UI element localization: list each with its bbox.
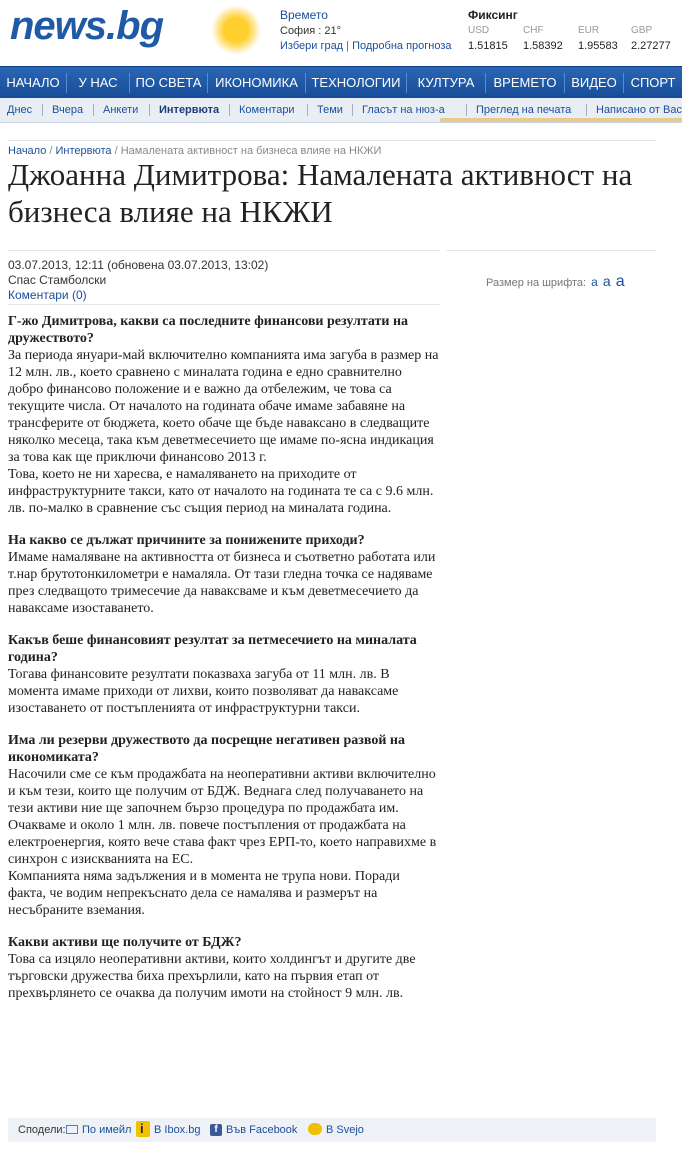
article-date: 03.07.2013, 12:11 (обновена 03.07.2013, 13:02) xyxy=(8,258,269,272)
share-bar xyxy=(8,1118,656,1142)
weather-widget xyxy=(280,8,452,54)
breadcrumb xyxy=(8,140,656,157)
svejo-icon xyxy=(308,1123,322,1135)
share-facebook-link[interactable]: f Във Facebook xyxy=(210,1118,297,1142)
subnav-separator xyxy=(307,104,308,116)
share-svejo-link[interactable]: В Svejo xyxy=(308,1118,364,1142)
answer-paragraph: Компанията няма задължения и в момента не трупа нови. Поради факта, че водим непрекъснато дела се намалява и размерът на несъбраните вземания. xyxy=(8,869,400,918)
breadcrumb-home[interactable]: Начало xyxy=(8,145,47,157)
weather-links-separator: | xyxy=(346,40,350,52)
nav-video[interactable]: ВИДЕО xyxy=(571,75,617,90)
subnav-separator xyxy=(93,104,94,116)
nav-economy[interactable]: ИКОНОМИКА xyxy=(215,75,298,90)
share-ibox-link[interactable]: i В Ibox.bg xyxy=(136,1118,200,1142)
breadcrumb-separator: / xyxy=(114,145,118,157)
nav-weather[interactable]: ВРЕМЕТО xyxy=(493,75,557,90)
comments-link[interactable]: Коментари (0) xyxy=(8,288,87,302)
subnav-separator xyxy=(229,104,230,116)
facebook-icon: f xyxy=(210,1124,222,1136)
nav-bulgaria[interactable]: У НАС xyxy=(78,75,118,90)
nav-sport[interactable]: СПОРТ xyxy=(630,75,676,90)
question: Г-жо Димитрова, какви са последните финансови резултати на дружеството? xyxy=(8,314,409,346)
weather-title[interactable]: Времето xyxy=(280,8,328,22)
subnav-interviews[interactable]: Интервюта xyxy=(159,104,220,116)
weather-links xyxy=(280,39,452,54)
subnav-separator xyxy=(466,104,467,116)
qa-block xyxy=(8,532,440,617)
currency-gbp: GBP 2.27277 xyxy=(631,25,671,52)
subnav-today[interactable]: Днес xyxy=(7,104,33,116)
subnav-comments[interactable]: Коментари xyxy=(239,104,295,116)
ibox-icon xyxy=(136,1121,150,1137)
currency-eur: EUR 1.95583 xyxy=(578,25,618,52)
choose-city-link[interactable]: Избери град xyxy=(280,40,344,52)
font-size-label: Размер на шрифта: xyxy=(486,277,587,289)
subnav-polls[interactable]: Анкети xyxy=(103,104,139,116)
nav-technology[interactable]: ТЕХНОЛОГИИ xyxy=(311,75,401,90)
subnav-accent-strip xyxy=(440,118,682,122)
answer-paragraph: За периода януари-май включително компанията има загуба в размер на 12 млн. лв., което сравнено с миналата година е едно сравнително добро финансово положение и е важно да отбележим, че това са текущите числа. От началото на годината обаче имаме забавяне на трансферите от бюджета, което обаче ще бъде наваксано в следващите няколко месеца, така към деветмесечието ще имаме по-ясна индикация за това как ще приключи финансово 2013 г. xyxy=(8,348,439,465)
qa-block xyxy=(8,632,440,717)
question: Какъв беше финансовият резултат за петмесечието на миналата година? xyxy=(8,633,417,665)
breadcrumb-section[interactable]: Интервюта xyxy=(55,145,112,157)
qa-block xyxy=(8,732,440,919)
question: Има ли резерви дружеството да посрещне негативен развой на икономиката? xyxy=(8,733,405,765)
article-body xyxy=(8,304,440,1017)
nav-home[interactable]: НАЧАЛО xyxy=(6,75,60,90)
currency-usd: USD 1.51815 xyxy=(468,25,508,52)
article-meta xyxy=(8,250,440,303)
detailed-forecast-link[interactable]: Подробна прогноза xyxy=(352,40,452,52)
sun-weather-icon xyxy=(210,4,262,56)
subnav-topics[interactable]: Теми xyxy=(317,104,343,116)
answer-paragraph: Тогава финансовите резултати показваха загуба от 11 млн. лв. В момента имаме приходи от лихви, които позволяват да наваксаме изоставането от постъпленията от инфраструктурни такси. xyxy=(8,667,399,716)
sub-navigation xyxy=(0,98,682,123)
question: Какви активи ще получите от БДЖ? xyxy=(8,935,242,950)
font-size-control xyxy=(446,250,656,305)
article-title: Джоанна Димитрова: Намалената активност на бизнеса влияе на НКЖИ xyxy=(8,157,633,229)
share-label: Сподели: xyxy=(18,1124,66,1136)
nav-world[interactable]: ПО СВЕТА xyxy=(135,75,202,90)
subnav-separator xyxy=(149,104,150,116)
qa-block xyxy=(8,934,440,1002)
answer-paragraph: Това са изцяло неоперативни активи, които холдингът и другите две търговски дружества биха прехърлили, като на първия етап от прехвърлянето се очаква да получим имоти на стойност 9 млн. лв. xyxy=(8,952,416,1001)
weather-city: София : 21° xyxy=(280,25,342,37)
subnav-written-by-you[interactable]: Написано от Вас xyxy=(596,104,682,116)
subnav-separator xyxy=(352,104,353,116)
answer-paragraph: Насочили сме се към продажбата на неоперативни активи включително и към тези, които ще получим от БДЖ. Веднага след получаването на тези активи ние ще започнем бързо процедура по продажбата им. Очакваме и около 1 млн. лв. повече постъпления от продажбата на електроенергия, която вече става факт чрез ЕРП-то, което направихме в синхрон с изискванията на ЕС. xyxy=(8,767,437,867)
breadcrumb-current: Намалената активност на бизнеса влияе на НКЖИ xyxy=(120,145,382,157)
nav-culture[interactable]: КУЛТУРА xyxy=(417,75,475,90)
article-author: Спас Стамболски xyxy=(8,273,107,287)
fixing-title: Фиксинг xyxy=(468,8,518,22)
breadcrumb-separator: / xyxy=(49,145,53,157)
main-navigation xyxy=(0,66,682,99)
currency-fixing xyxy=(468,8,680,58)
font-size-large-button[interactable]: a xyxy=(615,273,625,290)
font-size-medium-button[interactable]: a xyxy=(602,273,611,289)
site-header xyxy=(0,0,682,66)
currency-chf: CHF 1.58392 xyxy=(523,25,563,52)
font-size-small-button[interactable]: a xyxy=(591,275,598,289)
question: На какво се дължат причините за понижените приходи? xyxy=(8,533,365,548)
subnav-voice[interactable]: Гласът на нюз-а xyxy=(362,104,445,116)
subnav-separator xyxy=(42,104,43,116)
subnav-separator xyxy=(586,104,587,116)
site-logo[interactable]: news.bg xyxy=(10,4,164,48)
subnav-press-review[interactable]: Преглед на печата xyxy=(476,104,572,116)
subnav-yesterday[interactable]: Вчера xyxy=(52,104,84,116)
share-email-link[interactable]: По имейл xyxy=(66,1118,131,1142)
qa-block xyxy=(8,313,440,517)
answer-paragraph: Имаме намаляване на активността от бизнеса и съответно работата или т.нар брутотонкилометри е намаляла. От тази гледна точка се надяваме през следващото тримесечие да наваксваме и към деветмесечието да наваксаме изоставането. xyxy=(8,550,436,616)
envelope-icon xyxy=(66,1125,78,1134)
answer-paragraph: Това, което не ни харесва, е намаляването на приходите от инфраструктурните такси, като от началото на годината те са с 9.6 млн. лв. по-малко в сравнение със същия период на миналата година. xyxy=(8,467,434,516)
